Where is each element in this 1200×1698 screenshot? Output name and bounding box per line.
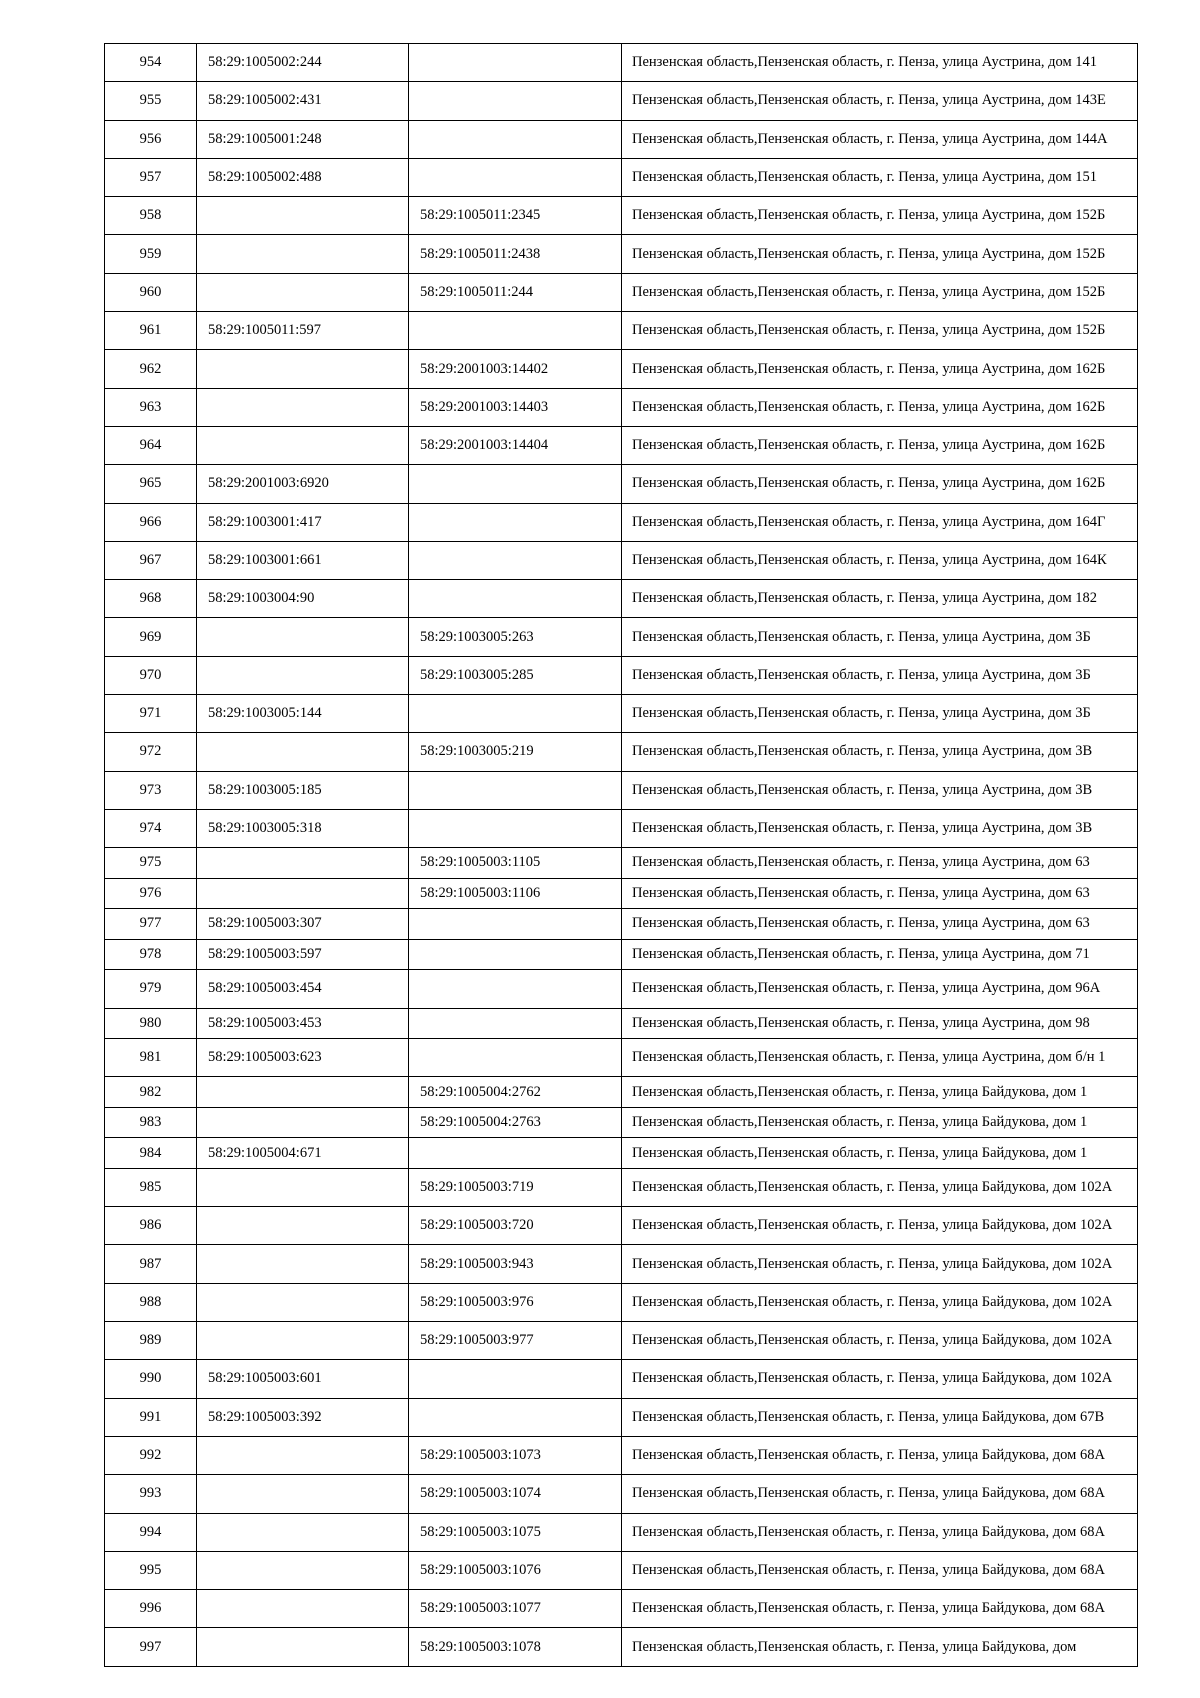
table-row [105, 1207, 1138, 1245]
table-row [105, 388, 1138, 426]
address-cell: Пензенская область,Пензенская область, г. Пенза, улица Байдукова, дом 102А [622, 1283, 1138, 1321]
building-cadastral-number-cell: 58:29:1005003:1077 [409, 1590, 622, 1628]
land-cadastral-number-cell [197, 1322, 409, 1360]
row-number-cell: 976 [105, 878, 197, 909]
address-cell: Пензенская область,Пензенская область, г. Пенза, улица Байдукова, дом 68А [622, 1551, 1138, 1589]
address-cell: Пензенская область,Пензенская область, г. Пенза, улица Байдукова, дом 102А [622, 1207, 1138, 1245]
building-cadastral-number-cell [409, 939, 622, 970]
land-cadastral-number-cell [197, 1475, 409, 1513]
row-number-cell: 992 [105, 1436, 197, 1474]
table-row [105, 695, 1138, 733]
row-number-cell: 970 [105, 656, 197, 694]
table-row [105, 1551, 1138, 1589]
address-cell: Пензенская область,Пензенская область, г. Пенза, улица Аустрина, дом 3В [622, 733, 1138, 771]
building-cadastral-number-cell: 58:29:1005003:719 [409, 1168, 622, 1206]
land-cadastral-number-cell: 58:29:1005004:671 [197, 1138, 409, 1169]
building-cadastral-number-cell [409, 120, 622, 158]
building-cadastral-number-cell [409, 809, 622, 847]
address-cell: Пензенская область,Пензенская область, г. Пенза, улица Аустрина, дом б/н 1 [622, 1039, 1138, 1077]
table-row [105, 1168, 1138, 1206]
row-number-cell: 973 [105, 771, 197, 809]
address-cell: Пензенская область,Пензенская область, г. Пенза, улица Аустрина, дом 182 [622, 580, 1138, 618]
row-number-cell: 975 [105, 848, 197, 879]
address-cell: Пензенская область,Пензенская область, г. Пенза, улица Байдукова, дом 68А [622, 1436, 1138, 1474]
row-number-cell: 980 [105, 1008, 197, 1039]
land-cadastral-number-cell: 58:29:2001003:6920 [197, 465, 409, 503]
address-cell: Пензенская область,Пензенская область, г. Пенза, улица Аустрина, дом 162Б [622, 350, 1138, 388]
building-cadastral-number-cell: 58:29:1005003:977 [409, 1322, 622, 1360]
row-number-cell: 989 [105, 1322, 197, 1360]
building-cadastral-number-cell: 58:29:1005003:1106 [409, 878, 622, 909]
table-row [105, 350, 1138, 388]
land-cadastral-number-cell [197, 1513, 409, 1551]
building-cadastral-number-cell [409, 503, 622, 541]
address-cell: Пензенская область,Пензенская область, г. Пенза, улица Аустрина, дом 164Г [622, 503, 1138, 541]
land-cadastral-number-cell [197, 1168, 409, 1206]
address-cell: Пензенская область,Пензенская область, г. Пенза, улица Аустрина, дом 63 [622, 909, 1138, 940]
row-number-cell: 967 [105, 541, 197, 579]
land-cadastral-number-cell: 58:29:1005001:248 [197, 120, 409, 158]
building-cadastral-number-cell: 58:29:1005011:244 [409, 273, 622, 311]
table-row [105, 1628, 1138, 1666]
table-row [105, 809, 1138, 847]
address-cell: Пензенская область,Пензенская область, г. Пенза, улица Байдукова, дом 68А [622, 1513, 1138, 1551]
building-cadastral-number-cell: 58:29:1005003:720 [409, 1207, 622, 1245]
table-row [105, 273, 1138, 311]
table-row [105, 82, 1138, 120]
address-cell: Пензенская область,Пензенская область, г. Пенза, улица Аустрина, дом 152Б [622, 312, 1138, 350]
building-cadastral-number-cell [409, 1360, 622, 1398]
table-row [105, 158, 1138, 196]
row-number-cell: 996 [105, 1590, 197, 1628]
building-cadastral-number-cell: 58:29:1005003:943 [409, 1245, 622, 1283]
row-number-cell: 957 [105, 158, 197, 196]
table-row [105, 503, 1138, 541]
address-cell: Пензенская область,Пензенская область, г. Пенза, улица Байдукова, дом 102А [622, 1360, 1138, 1398]
building-cadastral-number-cell: 58:29:1005003:1073 [409, 1436, 622, 1474]
land-cadastral-number-cell: 58:29:1005002:488 [197, 158, 409, 196]
address-cell: Пензенская область,Пензенская область, г. Пенза, улица Аустрина, дом 152Б [622, 273, 1138, 311]
land-cadastral-number-cell [197, 235, 409, 273]
table-row [105, 848, 1138, 879]
table-row [105, 733, 1138, 771]
row-number-cell: 981 [105, 1039, 197, 1077]
row-number-cell: 974 [105, 809, 197, 847]
table-row [105, 1398, 1138, 1436]
land-cadastral-number-cell [197, 273, 409, 311]
row-number-cell: 997 [105, 1628, 197, 1666]
table-row [105, 541, 1138, 579]
table-row [105, 1039, 1138, 1077]
address-cell: Пензенская область,Пензенская область, г. Пенза, улица Аустрина, дом 3Б [622, 695, 1138, 733]
address-cell: Пензенская область,Пензенская область, г. Пенза, улица Аустрина, дом 3В [622, 771, 1138, 809]
table-row [105, 1245, 1138, 1283]
address-cell: Пензенская область,Пензенская область, г. Пенза, улица Аустрина, дом 63 [622, 848, 1138, 879]
building-cadastral-number-cell [409, 312, 622, 350]
table-row [105, 1475, 1138, 1513]
row-number-cell: 988 [105, 1283, 197, 1321]
table-row [105, 970, 1138, 1008]
row-number-cell: 984 [105, 1138, 197, 1169]
address-cell: Пензенская область,Пензенская область, г. Пенза, улица Аустрина, дом 3Б [622, 656, 1138, 694]
building-cadastral-number-cell [409, 158, 622, 196]
land-cadastral-number-cell [197, 1107, 409, 1138]
land-cadastral-number-cell: 58:29:1003001:661 [197, 541, 409, 579]
table-row [105, 1008, 1138, 1039]
row-number-cell: 993 [105, 1475, 197, 1513]
address-cell: Пензенская область,Пензенская область, г. Пенза, улица Аустрина, дом 152Б [622, 235, 1138, 273]
table-row [105, 312, 1138, 350]
land-cadastral-number-cell [197, 1590, 409, 1628]
address-cell: Пензенская область,Пензенская область, г. Пенза, улица Байдукова, дом 67В [622, 1398, 1138, 1436]
land-cadastral-number-cell [197, 350, 409, 388]
address-cell: Пензенская область,Пензенская область, г. Пенза, улица Аустрина, дом 144А [622, 120, 1138, 158]
land-cadastral-number-cell [197, 878, 409, 909]
table-row [105, 1138, 1138, 1169]
table-row [105, 235, 1138, 273]
table-row [105, 771, 1138, 809]
row-number-cell: 960 [105, 273, 197, 311]
land-cadastral-number-cell: 58:29:1005003:392 [197, 1398, 409, 1436]
land-cadastral-number-cell: 58:29:1003005:185 [197, 771, 409, 809]
row-number-cell: 994 [105, 1513, 197, 1551]
address-cell: Пензенская область,Пензенская область, г. Пенза, улица Аустрина, дом 63 [622, 878, 1138, 909]
land-cadastral-number-cell: 58:29:1003001:417 [197, 503, 409, 541]
table-row [105, 939, 1138, 970]
table-row [105, 909, 1138, 940]
building-cadastral-number-cell: 58:29:1005004:2763 [409, 1107, 622, 1138]
building-cadastral-number-cell [409, 580, 622, 618]
building-cadastral-number-cell: 58:29:2001003:14402 [409, 350, 622, 388]
table-row [105, 465, 1138, 503]
land-cadastral-number-cell [197, 1245, 409, 1283]
land-cadastral-number-cell [197, 618, 409, 656]
table-row [105, 580, 1138, 618]
address-cell: Пензенская область,Пензенская область, г. Пенза, улица Аустрина, дом 141 [622, 44, 1138, 82]
building-cadastral-number-cell: 58:29:1003005:219 [409, 733, 622, 771]
row-number-cell: 971 [105, 695, 197, 733]
address-cell: Пензенская область,Пензенская область, г. Пенза, улица Аустрина, дом 71 [622, 939, 1138, 970]
land-cadastral-number-cell: 58:29:1003005:318 [197, 809, 409, 847]
address-cell: Пензенская область,Пензенская область, г. Пенза, улица Байдукова, дом [622, 1628, 1138, 1666]
building-cadastral-number-cell [409, 541, 622, 579]
row-number-cell: 964 [105, 426, 197, 464]
building-cadastral-number-cell: 58:29:1003005:285 [409, 656, 622, 694]
row-number-cell: 963 [105, 388, 197, 426]
building-cadastral-number-cell: 58:29:1005003:1076 [409, 1551, 622, 1589]
building-cadastral-number-cell [409, 695, 622, 733]
row-number-cell: 962 [105, 350, 197, 388]
row-number-cell: 966 [105, 503, 197, 541]
building-cadastral-number-cell [409, 1398, 622, 1436]
building-cadastral-number-cell [409, 465, 622, 503]
land-cadastral-number-cell: 58:29:1005003:597 [197, 939, 409, 970]
table-row [105, 1360, 1138, 1398]
land-cadastral-number-cell [197, 197, 409, 235]
land-cadastral-number-cell: 58:29:1003005:144 [197, 695, 409, 733]
row-number-cell: 956 [105, 120, 197, 158]
land-cadastral-number-cell [197, 1283, 409, 1321]
address-cell: Пензенская область,Пензенская область, г. Пенза, улица Байдукова, дом 1 [622, 1138, 1138, 1169]
building-cadastral-number-cell: 58:29:1005003:1074 [409, 1475, 622, 1513]
table-row [105, 120, 1138, 158]
building-cadastral-number-cell [409, 970, 622, 1008]
land-cadastral-number-cell [197, 848, 409, 879]
building-cadastral-number-cell: 58:29:1005011:2438 [409, 235, 622, 273]
land-cadastral-number-cell [197, 1436, 409, 1474]
land-cadastral-number-cell: 58:29:1005003:601 [197, 1360, 409, 1398]
table-row [105, 426, 1138, 464]
table-row [105, 197, 1138, 235]
building-cadastral-number-cell: 58:29:2001003:14404 [409, 426, 622, 464]
address-cell: Пензенская область,Пензенская область, г. Пенза, улица Аустрина, дом 162Б [622, 426, 1138, 464]
row-number-cell: 987 [105, 1245, 197, 1283]
land-cadastral-number-cell [197, 656, 409, 694]
table-row [105, 1283, 1138, 1321]
address-cell: Пензенская область,Пензенская область, г. Пенза, улица Байдукова, дом 102А [622, 1245, 1138, 1283]
land-cadastral-number-cell: 58:29:1003004:90 [197, 580, 409, 618]
land-cadastral-number-cell [197, 1628, 409, 1666]
building-cadastral-number-cell: 58:29:2001003:14403 [409, 388, 622, 426]
address-cell: Пензенская область,Пензенская область, г. Пенза, улица Байдукова, дом 1 [622, 1107, 1138, 1138]
land-cadastral-number-cell [197, 388, 409, 426]
table-row [105, 1513, 1138, 1551]
building-cadastral-number-cell [409, 82, 622, 120]
registry-table-body [105, 44, 1138, 1667]
table-row [105, 1322, 1138, 1360]
building-cadastral-number-cell [409, 771, 622, 809]
address-cell: Пензенская область,Пензенская область, г. Пенза, улица Аустрина, дом 98 [622, 1008, 1138, 1039]
land-cadastral-number-cell: 58:29:1005003:623 [197, 1039, 409, 1077]
row-number-cell: 961 [105, 312, 197, 350]
address-cell: Пензенская область,Пензенская область, г. Пенза, улица Аустрина, дом 151 [622, 158, 1138, 196]
table-row [105, 1107, 1138, 1138]
building-cadastral-number-cell [409, 909, 622, 940]
building-cadastral-number-cell: 58:29:1005003:1078 [409, 1628, 622, 1666]
land-cadastral-number-cell [197, 1551, 409, 1589]
address-cell: Пензенская область,Пензенская область, г. Пенза, улица Байдукова, дом 1 [622, 1077, 1138, 1108]
address-cell: Пензенская область,Пензенская область, г. Пенза, улица Аустрина, дом 143Е [622, 82, 1138, 120]
building-cadastral-number-cell [409, 1138, 622, 1169]
address-cell: Пензенская область,Пензенская область, г. Пенза, улица Аустрина, дом 3Б [622, 618, 1138, 656]
address-cell: Пензенская область,Пензенская область, г. Пенза, улица Аустрина, дом 162Б [622, 388, 1138, 426]
row-number-cell: 982 [105, 1077, 197, 1108]
row-number-cell: 978 [105, 939, 197, 970]
row-number-cell: 995 [105, 1551, 197, 1589]
land-cadastral-number-cell: 58:29:1005002:431 [197, 82, 409, 120]
table-row [105, 1077, 1138, 1108]
address-cell: Пензенская область,Пензенская область, г. Пенза, улица Байдукова, дом 102А [622, 1168, 1138, 1206]
land-cadastral-number-cell: 58:29:1005002:244 [197, 44, 409, 82]
row-number-cell: 979 [105, 970, 197, 1008]
row-number-cell: 959 [105, 235, 197, 273]
row-number-cell: 969 [105, 618, 197, 656]
row-number-cell: 972 [105, 733, 197, 771]
building-cadastral-number-cell: 58:29:1005004:2762 [409, 1077, 622, 1108]
table-row [105, 618, 1138, 656]
table-row [105, 878, 1138, 909]
building-cadastral-number-cell: 58:29:1005011:2345 [409, 197, 622, 235]
land-cadastral-number-cell: 58:29:1005003:454 [197, 970, 409, 1008]
building-cadastral-number-cell: 58:29:1005003:976 [409, 1283, 622, 1321]
row-number-cell: 968 [105, 580, 197, 618]
row-number-cell: 985 [105, 1168, 197, 1206]
building-cadastral-number-cell: 58:29:1005003:1105 [409, 848, 622, 879]
row-number-cell: 986 [105, 1207, 197, 1245]
row-number-cell: 965 [105, 465, 197, 503]
row-number-cell: 958 [105, 197, 197, 235]
address-cell: Пензенская область,Пензенская область, г. Пенза, улица Байдукова, дом 68А [622, 1475, 1138, 1513]
building-cadastral-number-cell: 58:29:1003005:263 [409, 618, 622, 656]
land-cadastral-number-cell [197, 733, 409, 771]
land-cadastral-number-cell [197, 426, 409, 464]
land-cadastral-number-cell: 58:29:1005003:307 [197, 909, 409, 940]
address-cell: Пензенская область,Пензенская область, г. Пенза, улица Аустрина, дом 96А [622, 970, 1138, 1008]
land-cadastral-number-cell [197, 1077, 409, 1108]
row-number-cell: 990 [105, 1360, 197, 1398]
address-cell: Пензенская область,Пензенская область, г. Пенза, улица Аустрина, дом 3В [622, 809, 1138, 847]
row-number-cell: 955 [105, 82, 197, 120]
land-cadastral-number-cell: 58:29:1005003:453 [197, 1008, 409, 1039]
table-row [105, 656, 1138, 694]
building-cadastral-number-cell [409, 1039, 622, 1077]
row-number-cell: 991 [105, 1398, 197, 1436]
table-row [105, 1436, 1138, 1474]
building-cadastral-number-cell [409, 44, 622, 82]
address-cell: Пензенская область,Пензенская область, г. Пенза, улица Аустрина, дом 152Б [622, 197, 1138, 235]
row-number-cell: 954 [105, 44, 197, 82]
row-number-cell: 983 [105, 1107, 197, 1138]
address-cell: Пензенская область,Пензенская область, г. Пенза, улица Аустрина, дом 164К [622, 541, 1138, 579]
address-cell: Пензенская область,Пензенская область, г. Пенза, улица Аустрина, дом 162Б [622, 465, 1138, 503]
building-cadastral-number-cell: 58:29:1005003:1075 [409, 1513, 622, 1551]
building-cadastral-number-cell [409, 1008, 622, 1039]
land-cadastral-number-cell [197, 1207, 409, 1245]
table-row [105, 44, 1138, 82]
land-cadastral-number-cell: 58:29:1005011:597 [197, 312, 409, 350]
registry-table [104, 43, 1138, 1667]
table-row [105, 1590, 1138, 1628]
row-number-cell: 977 [105, 909, 197, 940]
address-cell: Пензенская область,Пензенская область, г. Пенза, улица Байдукова, дом 102А [622, 1322, 1138, 1360]
address-cell: Пензенская область,Пензенская область, г. Пенза, улица Байдукова, дом 68А [622, 1590, 1138, 1628]
